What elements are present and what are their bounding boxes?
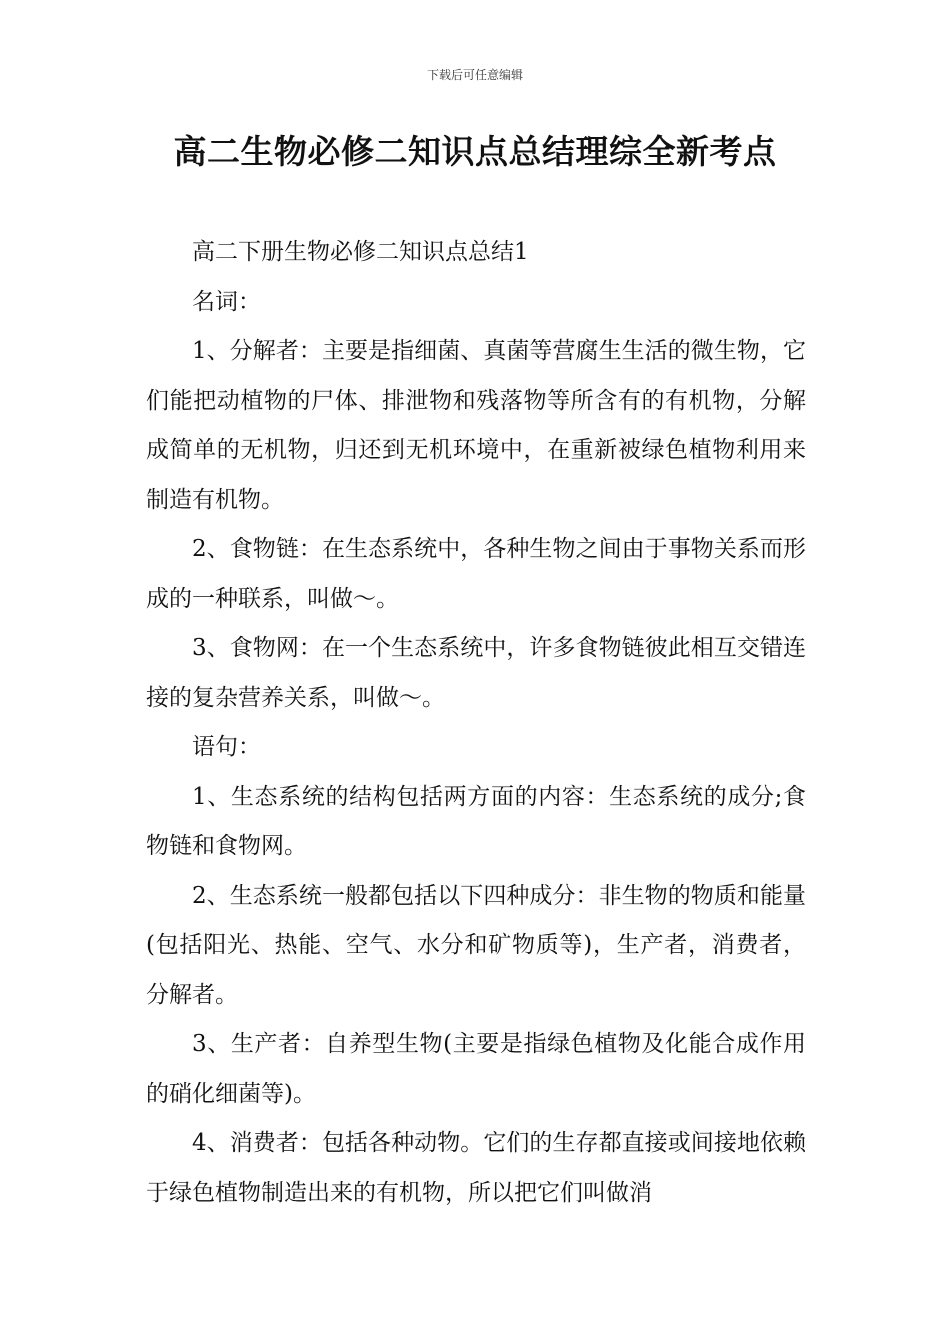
paragraph: 1、分解者：主要是指细菌、真菌等营腐生生活的微生物，它们能把动植物的尸体、排泄物和残落物等所含有的有机物，分解成简单的无机物，归还到无机环境中，在重新被绿色植物利用来制造有机物。: [146, 338, 806, 513]
header-note: 下载后可任意编辑: [426, 68, 523, 82]
document-title: 高二生物必修二知识点总结理综全新考点: [173, 132, 777, 171]
subheading-terms: 名词：: [192, 288, 261, 315]
paragraph: 3、生产者：自养型生物(主要是指绿色植物及化能合成作用的硝化细菌等)。: [146, 1031, 806, 1107]
document-body: [146, 228, 806, 1218]
subheading-sentences: 语句：: [192, 734, 261, 760]
section-heading: 高二下册生物必修二知识点总结1: [192, 239, 529, 265]
paragraph: 2、生态系统一般都包括以下四种成分：非生物的物质和能量(包括阳光、热能、空气、水分和矿物质等)，生产者，消费者，分解者。: [146, 882, 806, 1008]
paragraph: 4、消费者：包括各种动物。它们的生存都直接或间接地依赖于绿色植物制造出来的有机物，所以把它们叫做消: [146, 1130, 806, 1206]
paragraph: 3、食物网：在一个生态系统中，许多食物链彼此相互交错连接的复杂营养关系，叫做～。: [146, 635, 806, 711]
paragraph: 1、生态系统的结构包括两方面的内容：生态系统的成分;食物链和食物网。: [146, 783, 806, 859]
paragraph: 2、食物链：在生态系统中，各种生物之间由于事物关系而形成的一种联系，叫做～。: [146, 536, 806, 612]
